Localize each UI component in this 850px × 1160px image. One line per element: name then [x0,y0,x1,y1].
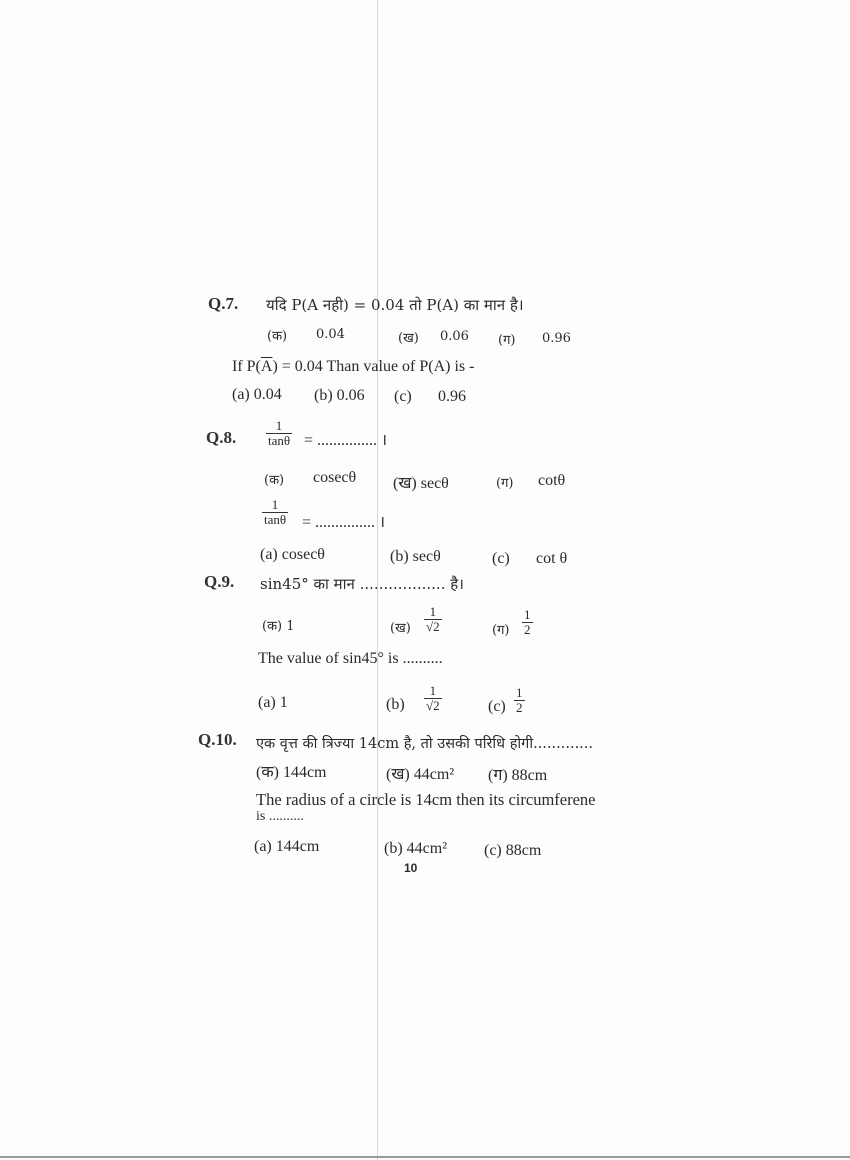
fraction: $\frac{1}{2}$ [524,607,531,638]
question-text-english: The value of sin45° is .......... [258,650,443,667]
option-label: (ग) [496,476,514,491]
option-label: (c) [488,698,506,715]
question-text-english: If $P(\overline{A}) = 0.04$ Than value of P(A) is - [232,358,475,375]
question-text-hindi: एक वृत्त की त्रिज्या 14cm है, तो उसकी परिधि होगी............. [256,736,594,752]
option: (a) 0.04 [232,386,282,403]
question-text-hindi: यदि P(A नही) = 0.04 तो P(A) का मान है। [266,296,524,314]
question-text-hindi: sin45° का मान .................. है। [260,575,464,593]
option: (a) cosecθ [260,546,325,563]
option-value: 0.96 [542,331,571,346]
option-label: (c) [492,550,510,567]
option: (a) 144cm [254,838,320,855]
question-text-english: The radius of a circle is 14cm then its circumferene [256,790,596,809]
option-value: 0.96 [438,388,466,405]
option: (क) 1 [262,619,295,634]
fraction: $\frac{1}{√2}$ [426,683,440,714]
fraction: $\frac{1}{\tan\theta}$ [268,418,291,449]
option-value: 0.06 [440,329,469,344]
option-label: (क) [267,329,288,344]
option: (ख) 44cm² [386,766,455,783]
page-bottom-edge [0,1156,850,1158]
option: (b) 44cm² [384,840,447,857]
option-label: (ग) [498,333,516,348]
page-number: 10 [404,861,418,875]
fraction: $\frac{1}{2}$ [516,685,523,716]
option-label: (ख) [390,621,411,636]
fraction: $\frac{1}{√2}$ [426,604,440,635]
fraction: $\frac{1}{\tan\theta}$ [264,497,287,528]
option-label: (c) [394,388,412,405]
option-label: (क) [264,473,285,488]
option-value: cosecθ [313,469,357,486]
option-label: (ग) [492,623,510,638]
option: (ग) 88cm [488,767,548,784]
option: (b) 0.06 [314,387,365,404]
option-value: cot θ [536,550,568,567]
option-label: (ख) [398,331,419,346]
question-number: Q.9. [204,572,235,591]
option: (a) 1 [258,694,288,711]
option: (ख) secθ [393,475,449,492]
option: (c) 88cm [484,842,542,859]
blank: = ............... । [304,432,388,449]
blank: = ............... । [302,514,386,531]
option-value: 0.04 [316,327,345,342]
question-number: Q.10. [198,730,237,749]
question-number: Q.7. [208,294,239,313]
option: (b) secθ [390,548,441,565]
question-text-english: is .......... [256,809,304,824]
option: (क) 144cm [256,764,327,781]
question-number: Q.8. [206,428,237,447]
option-label: (b) [386,696,405,713]
option-value: cotθ [538,472,566,489]
